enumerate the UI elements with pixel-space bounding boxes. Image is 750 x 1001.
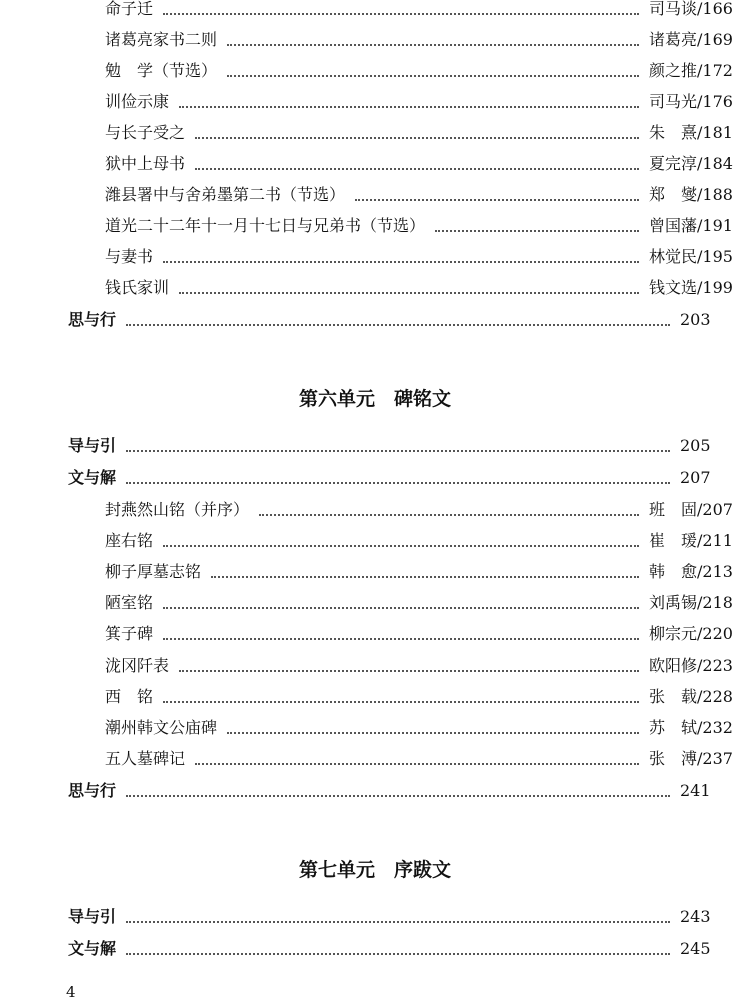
leader-dots xyxy=(163,701,639,703)
section-title: 导与引 xyxy=(68,907,117,926)
leader-dots xyxy=(195,763,639,765)
entry-author-page: 班 固/207 xyxy=(649,500,733,519)
entry-title: 勉 学（节选） xyxy=(105,61,218,80)
entry-title: 泷冈阡表 xyxy=(105,656,170,675)
leader-dots xyxy=(259,514,639,516)
toc-entry[interactable] xyxy=(0,685,750,709)
entry-title: 柳子厚墓志铭 xyxy=(105,562,202,581)
leader-dots xyxy=(126,953,670,955)
toc-entry[interactable] xyxy=(0,183,750,207)
leader-dots xyxy=(355,199,639,201)
leader-dots xyxy=(126,324,670,326)
entry-author-page: 颜之推/172 xyxy=(649,61,733,80)
entry-title: 封燕然山铭（并序） xyxy=(105,500,250,519)
entry-author-page: 林觉民/195 xyxy=(649,247,733,266)
leader-dots xyxy=(163,545,639,547)
unit-heading: 第六单元 碑铭文 xyxy=(298,388,451,410)
toc-entry[interactable] xyxy=(0,591,750,615)
entry-title: 狱中上母书 xyxy=(105,154,186,173)
toc-entry[interactable] xyxy=(0,59,750,83)
entry-title: 诸葛亮家书二则 xyxy=(105,30,218,49)
entry-author-page: 刘禹锡/218 xyxy=(649,593,733,612)
toc-section-row[interactable] xyxy=(0,937,750,961)
entry-author-page: 司马光/176 xyxy=(649,92,733,111)
entry-author-page: 崔 瑗/211 xyxy=(649,531,733,550)
leader-dots xyxy=(163,261,639,263)
entry-title: 道光二十二年十一月十七日与兄弟书（节选） xyxy=(105,216,426,235)
entry-title: 箕子碑 xyxy=(105,624,154,643)
section-title: 思与行 xyxy=(68,781,117,800)
toc-section-row[interactable] xyxy=(0,466,750,490)
entry-title: 训俭示康 xyxy=(105,92,170,111)
toc-entry[interactable] xyxy=(0,245,750,269)
section-page: 241 xyxy=(680,781,711,800)
toc-entry[interactable] xyxy=(0,654,750,678)
section-title: 导与引 xyxy=(68,436,117,455)
toc-entry[interactable] xyxy=(0,276,750,300)
section-title: 文与解 xyxy=(68,468,117,487)
toc-entry[interactable] xyxy=(0,0,750,21)
leader-dots xyxy=(126,921,670,923)
entry-title: 五人墓碑记 xyxy=(105,749,186,768)
toc-section-row[interactable] xyxy=(0,905,750,929)
toc-entry[interactable] xyxy=(0,214,750,238)
leader-dots xyxy=(227,732,639,734)
entry-author-page: 欧阳修/223 xyxy=(649,656,733,675)
entry-author-page: 张 载/228 xyxy=(649,687,733,706)
entry-author-page: 朱 熹/181 xyxy=(649,123,733,142)
toc-entry[interactable] xyxy=(0,121,750,145)
entry-title: 座右铭 xyxy=(105,531,154,550)
toc-entry[interactable] xyxy=(0,560,750,584)
leader-dots xyxy=(126,795,670,797)
toc-section-row[interactable] xyxy=(0,434,750,458)
toc-entry[interactable] xyxy=(0,747,750,771)
leader-dots xyxy=(163,638,639,640)
leader-dots xyxy=(179,292,639,294)
toc-entry[interactable] xyxy=(0,622,750,646)
entry-title: 钱氏家训 xyxy=(105,278,170,297)
entry-title: 陋室铭 xyxy=(105,593,154,612)
toc-section-row[interactable] xyxy=(0,779,750,803)
entry-author-page: 郑 燮/188 xyxy=(649,185,733,204)
leader-dots xyxy=(163,13,639,15)
leader-dots xyxy=(126,482,670,484)
toc-entry[interactable] xyxy=(0,90,750,114)
entry-author-page: 钱文选/199 xyxy=(649,278,733,297)
section-title: 文与解 xyxy=(68,939,117,958)
entry-author-page: 苏 轼/232 xyxy=(649,718,733,737)
toc-entry[interactable] xyxy=(0,716,750,740)
toc-entry[interactable] xyxy=(0,28,750,52)
entry-author-page: 夏完淳/184 xyxy=(649,154,733,173)
leader-dots xyxy=(227,75,639,77)
section-page: 243 xyxy=(680,907,711,926)
leader-dots xyxy=(163,607,639,609)
entry-title: 与妻书 xyxy=(105,247,154,266)
entry-author-page: 曾国藩/191 xyxy=(649,216,733,235)
leader-dots xyxy=(126,450,670,452)
toc-entry[interactable] xyxy=(0,529,750,553)
entry-title: 命子迁 xyxy=(105,0,154,18)
entry-author-page: 柳宗元/220 xyxy=(649,624,733,643)
leader-dots xyxy=(435,230,639,232)
entry-author-page: 张 溥/237 xyxy=(649,749,733,768)
toc-entry[interactable] xyxy=(0,498,750,522)
leader-dots xyxy=(227,44,639,46)
entry-title: 潍县署中与舍弟墨第二书（节选） xyxy=(105,185,346,204)
entry-title: 与长子受之 xyxy=(105,123,186,142)
section-page: 203 xyxy=(680,310,711,329)
section-title: 思与行 xyxy=(68,310,117,329)
unit-heading: 第七单元 序跋文 xyxy=(298,859,451,881)
entry-title: 潮州韩文公庙碑 xyxy=(105,718,218,737)
leader-dots xyxy=(211,576,639,578)
leader-dots xyxy=(179,106,639,108)
page-number: 4 xyxy=(66,983,76,1001)
leader-dots xyxy=(195,168,639,170)
leader-dots xyxy=(179,670,639,672)
leader-dots xyxy=(195,137,639,139)
entry-author-page: 韩 愈/213 xyxy=(649,562,733,581)
entry-author-page: 司马谈/166 xyxy=(649,0,733,18)
entry-title: 西 铭 xyxy=(105,687,154,706)
section-page: 207 xyxy=(680,468,711,487)
section-page: 205 xyxy=(680,436,711,455)
section-page: 245 xyxy=(680,939,711,958)
toc-section-row[interactable] xyxy=(0,308,750,332)
toc-entry[interactable] xyxy=(0,152,750,176)
entry-author-page: 诸葛亮/169 xyxy=(649,30,733,49)
